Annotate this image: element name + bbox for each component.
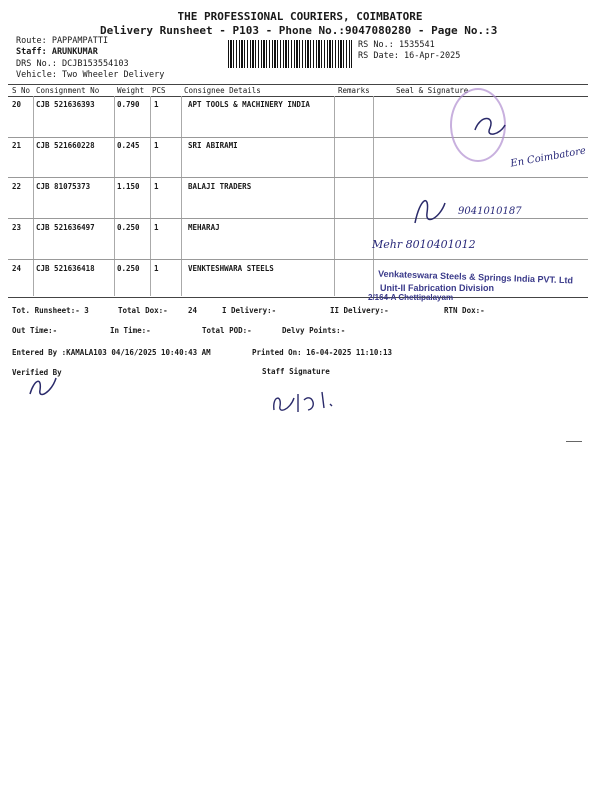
barcode [228,40,352,68]
table-bottom-rule [8,297,588,298]
delvy-points: Delvy Points:- [282,326,346,335]
row-pcs: 1 [154,182,159,191]
row-consignee: APT TOOLS & MACHINERY INDIA [188,100,310,109]
row-consignee: BALAJI TRADERS [188,182,252,191]
col-separator [150,96,151,296]
col-separator [373,96,374,296]
signature-row20 [470,110,510,140]
row-divider [8,177,588,178]
i-delivery: I Delivery:- [222,306,277,315]
stamp-line-1: Venkateswara Steels & Springs India PVT. Ltd [377,268,574,286]
total-dox-label: Total Dox:- [118,306,168,315]
signature-row23: Mehr 8010401012 [372,238,476,251]
row-pcs: 1 [154,100,159,109]
tot-runsheet: Tot. Runsheet:- 3 [12,306,89,315]
signature-row21: En Coimbatore [509,145,587,170]
row-consignment-no: CJB 521636393 [36,100,95,109]
table-top-rule [8,84,588,85]
entered-by: Entered By :KAMALA103 04/16/2025 10:40:43 AM [12,348,211,357]
verified-by: Verified By [12,368,62,377]
col-separator [33,96,34,296]
staff-label: Staff: ARUNKUMAR [16,47,98,57]
col-remarks: Remarks [338,86,370,95]
printed-on: Printed On: 16-04-2025 11:10:13 [252,348,392,357]
company-title: THE PROFESSIONAL COURIERS, COIMBATORE [177,10,423,23]
row-sno: 23 [12,223,22,232]
col-sno: S No [12,86,31,95]
col-separator [114,96,115,296]
verified-signature [26,372,62,402]
rs-date: RS Date: 16-Apr-2025 [358,51,461,61]
col-pcs: PCS [152,86,166,95]
table-header-rule [8,96,588,97]
page-mark [566,441,582,442]
row-consignee: MEHARAJ [188,223,220,232]
col-weight: Weight [117,86,145,95]
col-consignment: Consignment No [36,86,100,95]
row-sno: 24 [12,264,22,273]
row-consignment-no: CJB 521660228 [36,141,95,150]
rs-number: RS No.: 1535541 [358,40,435,50]
row-pcs: 1 [154,141,159,150]
row-divider [8,259,588,260]
runsheet-subtitle: Delivery Runsheet - P103 - Phone No.:9047080280 - Page No.:3 [100,24,498,37]
row-weight: 0.250 [117,223,140,232]
row-weight: 0.790 [117,100,140,109]
row-weight: 1.150 [117,182,140,191]
signature-row22: 9041010187 [458,206,522,217]
row-divider [8,218,588,219]
col-seal-signature: Seal & Signature [396,86,469,95]
signature-row22-mark [405,188,455,228]
row-pcs: 1 [154,264,159,273]
row-weight: 0.245 [117,141,140,150]
vehicle-label: Vehicle: Two Wheeler Delivery [16,70,165,80]
stamp-line-3: 2/164-A Chettipalayam [368,293,454,302]
row-consignment-no: CJB 521636418 [36,264,95,273]
staff-signature-mark [268,386,348,416]
row-sno: 20 [12,100,22,109]
col-separator [334,96,335,296]
col-consignee: Consignee Details [184,86,261,95]
out-time: Out Time:- [12,326,58,335]
staff-signature-label: Staff Signature [262,367,330,376]
row-consignment-no: CJB 81075373 [36,182,91,191]
row-consignment-no: CJB 521636497 [36,223,95,232]
total-dox-value: 24 [188,306,198,315]
rtn-dox: RTN Dox:- [444,306,485,315]
row-sno: 21 [12,141,22,150]
row-weight: 0.250 [117,264,140,273]
col-separator [181,96,182,296]
row-consignee: VENKTESHWARA STEELS [188,264,274,273]
total-pod: Total POD:- [202,326,252,335]
row-pcs: 1 [154,223,159,232]
drs-label: DRS No.: DCJB153554103 [16,59,129,69]
in-time: In Time:- [110,326,151,335]
row-sno: 22 [12,182,22,191]
row-consignee: SRI ABIRAMI [188,141,238,150]
ii-delivery: II Delivery:- [330,306,389,315]
route-label: Route: PAPPAMPATTI [16,36,109,46]
stamp-line-2: Unit-II Fabrication Division [380,283,495,293]
